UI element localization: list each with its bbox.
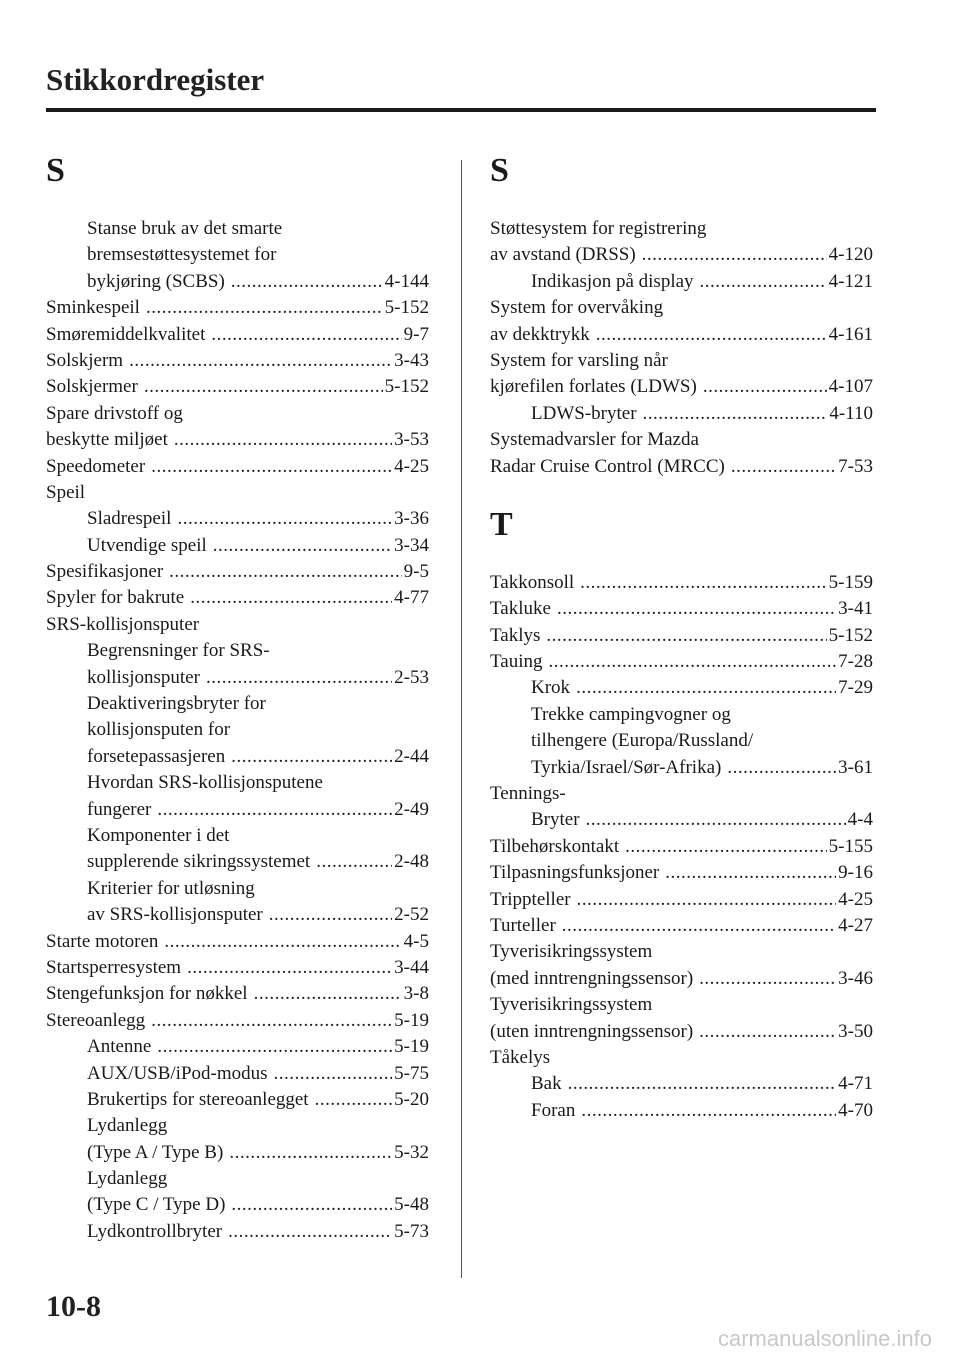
index-entry xyxy=(490,427,873,453)
index-entry xyxy=(46,1192,429,1218)
page-reference: 4-161 xyxy=(828,323,873,345)
index-entry xyxy=(490,401,873,427)
dot-leader xyxy=(169,559,402,585)
dot-leader xyxy=(568,1071,837,1097)
index-term: Takkonsoll xyxy=(490,571,575,593)
index-entry xyxy=(490,216,873,242)
index-entry xyxy=(46,876,429,902)
page-reference: 5-19 xyxy=(394,1009,429,1031)
dot-leader xyxy=(642,242,827,268)
dot-leader xyxy=(231,269,383,295)
index-term: Startsperresystem xyxy=(46,956,182,978)
index-entry xyxy=(46,929,429,955)
index-term: Turteller xyxy=(490,914,556,936)
index-entry xyxy=(46,427,429,453)
watermark: carmanualsonline.info xyxy=(717,1326,932,1351)
index-term: Hvordan SRS-kollisjonsputene xyxy=(87,772,323,794)
dot-leader xyxy=(174,427,392,453)
page-reference: 4-25 xyxy=(838,888,873,910)
index-entry xyxy=(490,374,873,400)
index-entry xyxy=(46,849,429,875)
index-entry xyxy=(46,533,429,559)
index-entry xyxy=(490,649,873,675)
page-reference: 3-34 xyxy=(394,534,429,556)
index-term: Utvendige speil xyxy=(87,534,207,556)
section-letter: S xyxy=(490,152,509,189)
page-reference: 3-46 xyxy=(838,967,873,989)
index-entry xyxy=(46,374,429,400)
dot-leader xyxy=(562,913,836,939)
section-letter: T xyxy=(490,505,513,543)
index-term: forsetepassasjeren xyxy=(87,745,226,767)
page-reference: 4-107 xyxy=(828,376,873,398)
index-entry xyxy=(46,322,429,348)
page-reference: 4-5 xyxy=(403,930,429,952)
page-reference: 4-27 xyxy=(838,914,873,936)
dot-leader xyxy=(546,623,826,649)
index-term: Lydanlegg xyxy=(87,1115,168,1137)
page-reference: 3-41 xyxy=(838,598,873,620)
index-entry xyxy=(490,269,873,295)
index-term: Spare drivstoff og xyxy=(46,402,183,424)
page-reference: 9-16 xyxy=(838,862,873,884)
page-reference: 3-36 xyxy=(394,508,429,530)
index-entry xyxy=(490,860,873,886)
index-entry xyxy=(490,887,873,913)
dot-leader xyxy=(643,401,828,427)
index-entry xyxy=(46,902,429,928)
index-term: (uten inntrengningssensor) xyxy=(490,1020,694,1042)
index-entry xyxy=(46,770,429,796)
page-reference: 4-71 xyxy=(838,1073,873,1095)
dot-leader xyxy=(269,902,392,928)
index-entry xyxy=(490,348,873,374)
page-reference: 4-144 xyxy=(384,270,429,292)
index-term: Stengefunksjon for nøkkel xyxy=(46,983,248,1005)
index-term: Foran xyxy=(531,1099,576,1121)
index-term: Kriterier for utløsning xyxy=(87,877,255,899)
page-reference: 5-155 xyxy=(828,835,873,857)
page-reference: 7-29 xyxy=(838,677,873,699)
index-term: beskytte miljøet xyxy=(46,429,168,451)
index-term: Tyverisikringssystem xyxy=(490,994,653,1016)
page-reference: 9-7 xyxy=(403,323,429,345)
index-term: tilhengere (Europa/Russland/ xyxy=(531,730,754,752)
index-term: Speil xyxy=(46,481,86,503)
dot-leader xyxy=(700,269,827,295)
dot-leader xyxy=(231,1192,392,1218)
index-term: av dekktrykk xyxy=(490,323,590,345)
index-entry xyxy=(490,702,873,728)
index-entry xyxy=(490,454,873,480)
index-term: av SRS-kollisjonsputer xyxy=(87,904,263,926)
index-entry xyxy=(46,665,429,691)
index-entry xyxy=(490,728,873,754)
page-reference: 5-152 xyxy=(384,376,429,398)
index-entry xyxy=(46,480,429,506)
index-entry xyxy=(490,939,873,965)
index-term: Tauing xyxy=(490,651,543,673)
index-entry xyxy=(46,585,429,611)
dot-leader xyxy=(213,533,392,559)
index-entry xyxy=(46,691,429,717)
page-reference: 7-53 xyxy=(838,455,873,477)
index-term: Solskjermer xyxy=(46,376,138,398)
page-reference: 2-49 xyxy=(394,798,429,820)
dot-leader xyxy=(157,1034,392,1060)
index-entry xyxy=(490,322,873,348)
column-divider xyxy=(461,160,462,1278)
index-entry xyxy=(490,295,873,321)
index-entry xyxy=(490,623,873,649)
dot-leader xyxy=(557,596,836,622)
index-term: Tyverisikringssystem xyxy=(490,941,653,963)
page-reference: 4-121 xyxy=(828,270,873,292)
dot-leader xyxy=(727,755,836,781)
index-term: fungerer xyxy=(87,798,152,820)
index-term: Radar Cruise Control (MRCC) xyxy=(490,455,725,477)
page-reference: 4-110 xyxy=(829,402,873,424)
dot-leader xyxy=(229,1140,392,1166)
index-entry xyxy=(46,1113,429,1139)
dot-leader xyxy=(157,797,392,823)
index-entry xyxy=(46,797,429,823)
page-reference: 3-61 xyxy=(838,756,873,778)
page-reference: 5-32 xyxy=(394,1141,429,1163)
dot-leader xyxy=(549,649,837,675)
index-entry xyxy=(46,559,429,585)
index-entry xyxy=(46,744,429,770)
page-reference: 3-44 xyxy=(394,956,429,978)
index-entry xyxy=(490,570,873,596)
page-reference: 4-120 xyxy=(828,244,873,266)
dot-leader xyxy=(699,966,836,992)
dot-leader xyxy=(151,1008,392,1034)
index-term: Sladrespeil xyxy=(87,508,172,530)
page-title: Stikkordregister xyxy=(46,62,265,97)
dot-leader xyxy=(129,348,392,374)
index-term: Brukertips for stereoanlegget xyxy=(87,1088,309,1110)
index-term: Systemadvarsler for Mazda xyxy=(490,429,699,451)
dot-leader xyxy=(274,1061,393,1087)
index-term: Støttesystem for registrering xyxy=(490,218,707,239)
index-entry xyxy=(46,717,429,743)
dot-leader xyxy=(316,849,392,875)
index-term: Trekke campingvogner og xyxy=(531,703,731,725)
index-term: AUX/USB/iPod-modus xyxy=(87,1062,268,1084)
index-term: Indikasjon på display xyxy=(531,270,694,292)
index-entry xyxy=(46,295,429,321)
dot-leader xyxy=(231,744,392,770)
index-entry xyxy=(490,675,873,701)
dot-leader xyxy=(164,929,401,955)
page-reference: 3-53 xyxy=(394,429,429,451)
dot-leader xyxy=(731,454,836,480)
index-term: Smøremiddelkvalitet xyxy=(46,323,206,345)
dot-leader xyxy=(703,374,827,400)
page-reference: 5-152 xyxy=(384,297,429,319)
index-entry xyxy=(46,981,429,1007)
page-reference: 5-20 xyxy=(394,1088,429,1110)
index-column-left xyxy=(46,148,429,1245)
index-term: Tennings- xyxy=(490,783,566,805)
page-reference: 3-43 xyxy=(394,349,429,371)
index-entry xyxy=(46,1140,429,1166)
dot-leader xyxy=(586,807,846,833)
dot-leader xyxy=(699,1019,836,1045)
index-entry xyxy=(490,242,873,268)
dot-leader xyxy=(665,860,836,886)
index-term: Stereoanlegg xyxy=(46,1009,146,1031)
index-entry xyxy=(490,992,873,1018)
index-entry xyxy=(46,638,429,664)
index-entry xyxy=(490,596,873,622)
page-number: 10-8 xyxy=(46,1290,101,1323)
dot-leader xyxy=(228,1219,392,1245)
index-term: Tyrkia/Israel/Sør-Afrika) xyxy=(531,756,722,778)
index-entry xyxy=(46,1061,429,1087)
index-entry xyxy=(490,966,873,992)
index-term: Tilpasningsfunksjoner xyxy=(490,862,660,884)
index-term: Tilbehørskontakt xyxy=(490,835,620,857)
index-term: Lydanlegg xyxy=(87,1168,168,1190)
page-reference: 3-50 xyxy=(838,1020,873,1042)
page-reference: 2-52 xyxy=(394,904,429,926)
page-reference: 4-4 xyxy=(847,809,873,831)
page-reference: 4-77 xyxy=(394,587,429,609)
index-term: Antenne xyxy=(87,1036,152,1058)
index-entry xyxy=(46,955,429,981)
page-reference: 2-44 xyxy=(394,745,429,767)
index-entry xyxy=(490,1098,873,1124)
dot-leader xyxy=(190,585,392,611)
dot-leader xyxy=(211,322,401,348)
dot-leader xyxy=(580,570,827,596)
index-entry xyxy=(46,1166,429,1192)
index-term: (med inntrengningssensor) xyxy=(490,967,694,989)
index-term: Begrensninger for SRS- xyxy=(87,640,270,662)
index-term: System for varsling når xyxy=(490,349,668,371)
index-entry xyxy=(490,1071,873,1097)
index-term: Spyler for bakrute xyxy=(46,587,185,609)
index-term: av avstand (DRSS) xyxy=(490,244,636,266)
index-entry xyxy=(490,1045,873,1071)
dot-leader xyxy=(146,295,383,321)
index-entry xyxy=(46,1008,429,1034)
index-entry xyxy=(490,755,873,781)
page-reference: 3-8 xyxy=(403,983,429,1005)
index-term: Bryter xyxy=(531,809,580,831)
page-reference: 5-19 xyxy=(394,1036,429,1058)
dot-leader xyxy=(177,506,392,532)
index-term: (Type A / Type B) xyxy=(87,1141,224,1163)
page-reference: 9-5 xyxy=(403,561,429,583)
page-reference: 4-70 xyxy=(838,1099,873,1121)
index-entry xyxy=(490,1019,873,1045)
index-term: Krok xyxy=(531,677,571,699)
index-term: Trippteller xyxy=(490,888,571,910)
dot-leader xyxy=(596,322,827,348)
section-letter: S xyxy=(46,152,65,189)
index-term: Deaktiveringsbryter for xyxy=(87,693,266,715)
index-term: kollisjonsputer xyxy=(87,666,200,688)
dot-leader xyxy=(151,454,392,480)
page-reference: 2-53 xyxy=(394,666,429,688)
page-reference: 5-159 xyxy=(828,571,873,593)
index-term: Solskjerm xyxy=(46,349,124,371)
index-term: (Type C / Type D) xyxy=(87,1194,226,1216)
index-term: Tåkelys xyxy=(490,1046,551,1068)
index-term: Lydkontrollbryter xyxy=(87,1220,223,1242)
dot-leader xyxy=(206,665,392,691)
index-term: bremsestøttesystemet for xyxy=(87,244,277,266)
index-entry xyxy=(46,1219,429,1245)
index-term: Speedometer xyxy=(46,455,146,477)
index-column-right xyxy=(490,148,873,1124)
index-term: LDWS-bryter xyxy=(531,402,637,424)
index-term: Komponenter i det xyxy=(87,824,230,846)
index-term: System for overvåking xyxy=(490,297,664,319)
index-term: Sminkespeil xyxy=(46,297,140,319)
dot-leader xyxy=(625,834,827,860)
index-entry xyxy=(490,781,873,807)
index-entry xyxy=(46,269,429,295)
index-entry xyxy=(46,506,429,532)
dot-leader xyxy=(315,1087,393,1113)
index-term: supplerende sikringssystemet xyxy=(87,851,311,873)
index-entry xyxy=(46,242,429,268)
page-reference: 5-152 xyxy=(828,624,873,646)
index-term: Taklys xyxy=(490,624,541,646)
dot-leader xyxy=(187,955,392,981)
index-entry xyxy=(46,612,429,638)
dot-leader xyxy=(577,887,837,913)
index-term: Stanse bruk av det smarte xyxy=(87,218,283,239)
index-entry xyxy=(490,834,873,860)
index-entry xyxy=(46,1087,429,1113)
dot-leader xyxy=(254,981,402,1007)
page-reference: 5-75 xyxy=(394,1062,429,1084)
index-term: SRS-kollisjonsputer xyxy=(46,613,200,635)
index-entry xyxy=(46,1034,429,1060)
index-term: Starte motoren xyxy=(46,930,159,952)
index-entry xyxy=(46,401,429,427)
index-term: kjørefilen forlates (LDWS) xyxy=(490,376,697,398)
index-term: Spesifikasjoner xyxy=(46,561,164,583)
index-entry xyxy=(490,913,873,939)
dot-leader xyxy=(144,374,383,400)
index-term: bykjøring (SCBS) xyxy=(87,270,225,292)
index-entry xyxy=(46,823,429,849)
page-reference: 2-48 xyxy=(394,851,429,873)
dot-leader xyxy=(581,1098,836,1124)
page-reference: 4-25 xyxy=(394,455,429,477)
index-entry xyxy=(46,216,429,242)
header-rule xyxy=(46,108,876,112)
index-term: Takluke xyxy=(490,598,551,620)
page-reference: 7-28 xyxy=(838,651,873,673)
page-reference: 5-73 xyxy=(394,1220,429,1242)
dot-leader xyxy=(576,675,836,701)
index-term: Bak xyxy=(531,1073,562,1095)
page-reference: 5-48 xyxy=(394,1194,429,1216)
index-entry xyxy=(46,348,429,374)
index-entry xyxy=(490,807,873,833)
index-term: kollisjonsputen for xyxy=(87,719,231,741)
index-entry xyxy=(46,454,429,480)
